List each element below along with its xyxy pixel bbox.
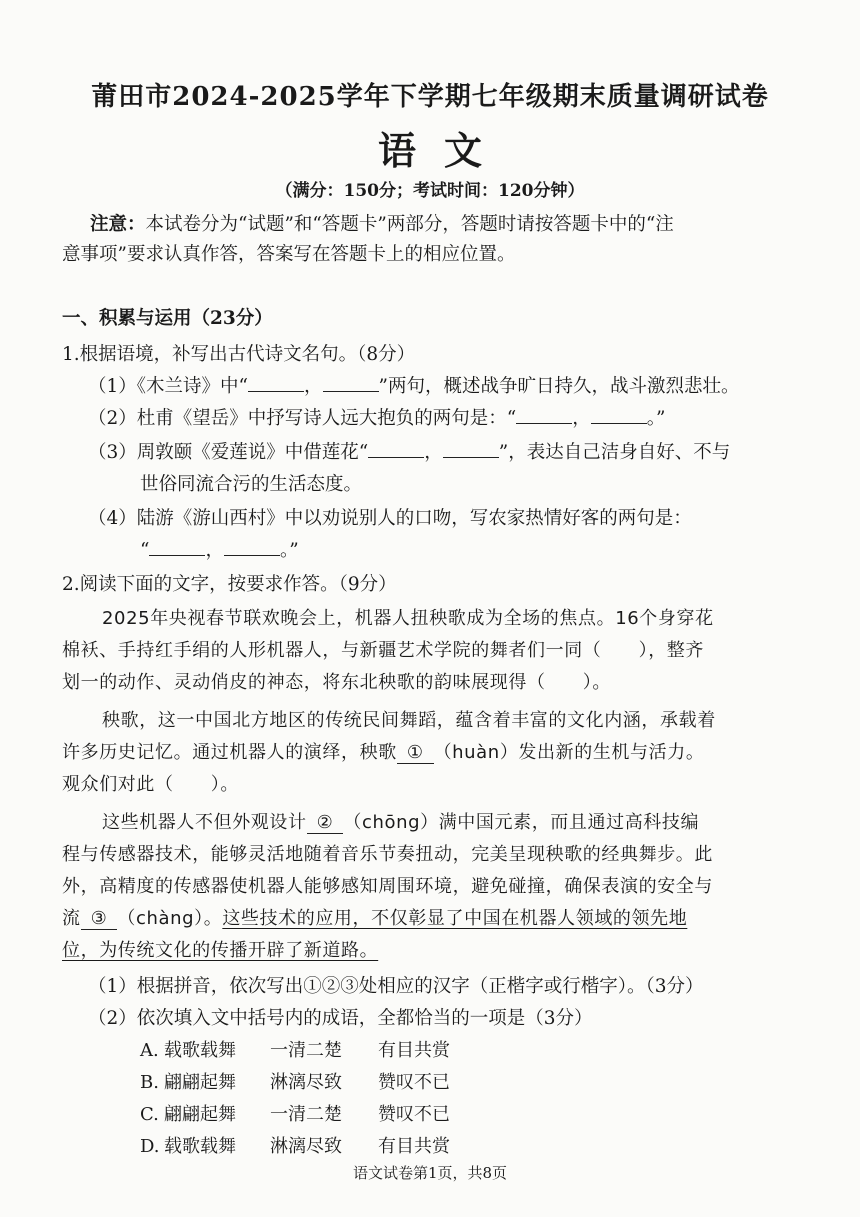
answer-blank[interactable] xyxy=(516,409,572,424)
section-heading: 一、积累与运用（23分） xyxy=(62,308,273,329)
option-d[interactable]: D. 载歌载舞 淋漓尽致 有目共赏 xyxy=(140,1136,450,1157)
option-c[interactable]: C. 翩翩起舞 一清二楚 赞叹不已 xyxy=(140,1104,450,1125)
pinyin-blank-1[interactable]: ① xyxy=(397,742,434,764)
option-b[interactable]: B. 翩翩起舞 淋漓尽致 赞叹不已 xyxy=(140,1072,450,1093)
passage-line: 流 ③ （chàng）。这些技术的应用，不仅彰显了中国在机器人领域的领先地 xyxy=(62,908,688,929)
question-2-sub-1: （1）根据拼音，依次写出①②③处相应的汉字（正楷字或行楷字）。（3分） xyxy=(88,976,704,997)
notice-label: 注意： xyxy=(90,214,146,235)
answer-blank[interactable] xyxy=(591,409,647,424)
score-info: （满分：150分；考试时间：120分钟） xyxy=(275,181,585,201)
passage-line: 划一的动作、灵动俏皮的神态，将东北秧歌的韵味展现得（ ）。 xyxy=(62,672,611,693)
answer-blank[interactable] xyxy=(149,541,205,556)
exam-title: 莆田市2024-2025学年下学期七年级期末质量调研试卷 xyxy=(91,82,769,112)
answer-blank[interactable] xyxy=(224,541,280,556)
answer-blank[interactable] xyxy=(323,377,379,392)
question-2-stem: 2.阅读下面的文字，按要求作答。（9分） xyxy=(62,574,397,595)
passage-line: 程与传感器技术，能够灵活地随着音乐节奏扭动，完美呈现秧歌的经典舞步。此 xyxy=(62,844,713,865)
pinyin-blank-3[interactable]: ③ xyxy=(81,908,118,930)
question-1-part-4-blanks: “ ， 。” xyxy=(140,540,299,561)
option-a[interactable]: A. 载歌载舞 一清二楚 有目共赏 xyxy=(140,1040,450,1061)
answer-blank[interactable] xyxy=(248,377,304,392)
underlined-sentence-cont: 位，为传统文化的传播开辟了新道路。 xyxy=(62,940,379,961)
passage-line: 秧歌，这一中国北方地区的传统民间舞蹈，蕴含着丰富的文化内涵，承载着 xyxy=(102,710,716,731)
pinyin-blank-2[interactable]: ② xyxy=(307,812,344,834)
passage-line: 2025年央视春节联欢晚会上，机器人扭秧歌成为全场的焦点。16个身穿花 xyxy=(102,608,714,629)
answer-blank[interactable] xyxy=(443,443,499,458)
passage-line: 棉袄、手持红手绢的人形机器人，与新疆艺术学院的舞者们一同（ ），整齐 xyxy=(62,640,704,661)
question-1-stem: 1.根据语境，补写出古代诗文名句。（8分） xyxy=(62,344,416,365)
notice-line-1: 注意：本试卷分为“试题”和“答题卡”两部分，答题时请按答题卡中的“注 xyxy=(90,214,674,235)
question-1-part-1: （1）《木兰诗》中“ ， ”两句，概述战争旷日持久，战斗激烈悲壮。 xyxy=(88,376,740,397)
page-footer: 语文试卷第1页，共8页 xyxy=(352,1164,508,1182)
underlined-sentence: 这些技术的应用，不仅彰显了中国在机器人领域的领先地 xyxy=(222,908,688,929)
passage-line: 这些机器人不但外观设计 ② （chōng）满中国元素，而且通过高科技编 xyxy=(102,812,700,833)
subject-title: 语文 xyxy=(377,128,510,173)
question-2-sub-2: （2）依次填入文中括号内的成语，全都恰当的一项是（3分） xyxy=(88,1008,593,1029)
question-1-part-4: （4）陆游《游山西村》中以劝说别人的口吻，写农家热情好客的两句是： xyxy=(88,508,692,529)
question-1-part-3-cont: 世俗同流合污的生活态度。 xyxy=(140,474,363,495)
passage-line: 观众们对此（ ）。 xyxy=(62,774,239,795)
question-1-part-3: （3）周敦颐《爱莲说》中借莲花“ ， ”，表达自己洁身自好、不与 xyxy=(88,442,731,463)
answer-blank[interactable] xyxy=(368,443,424,458)
passage-line: 外，高精度的传感器使机器人能够感知周围环境，避免碰撞，确保表演的安全与 xyxy=(62,876,713,897)
question-1-part-2: （2）杜甫《望岳》中抒写诗人远大抱负的两句是：“ ， 。” xyxy=(88,408,666,429)
passage-line: 许多历史记忆。通过机器人的演绎，秧歌 ① （huàn）发出新的生机与活力。 xyxy=(62,742,705,763)
notice-line-2: 意事项”要求认真作答，答案写在答题卡上的相应位置。 xyxy=(62,244,516,265)
